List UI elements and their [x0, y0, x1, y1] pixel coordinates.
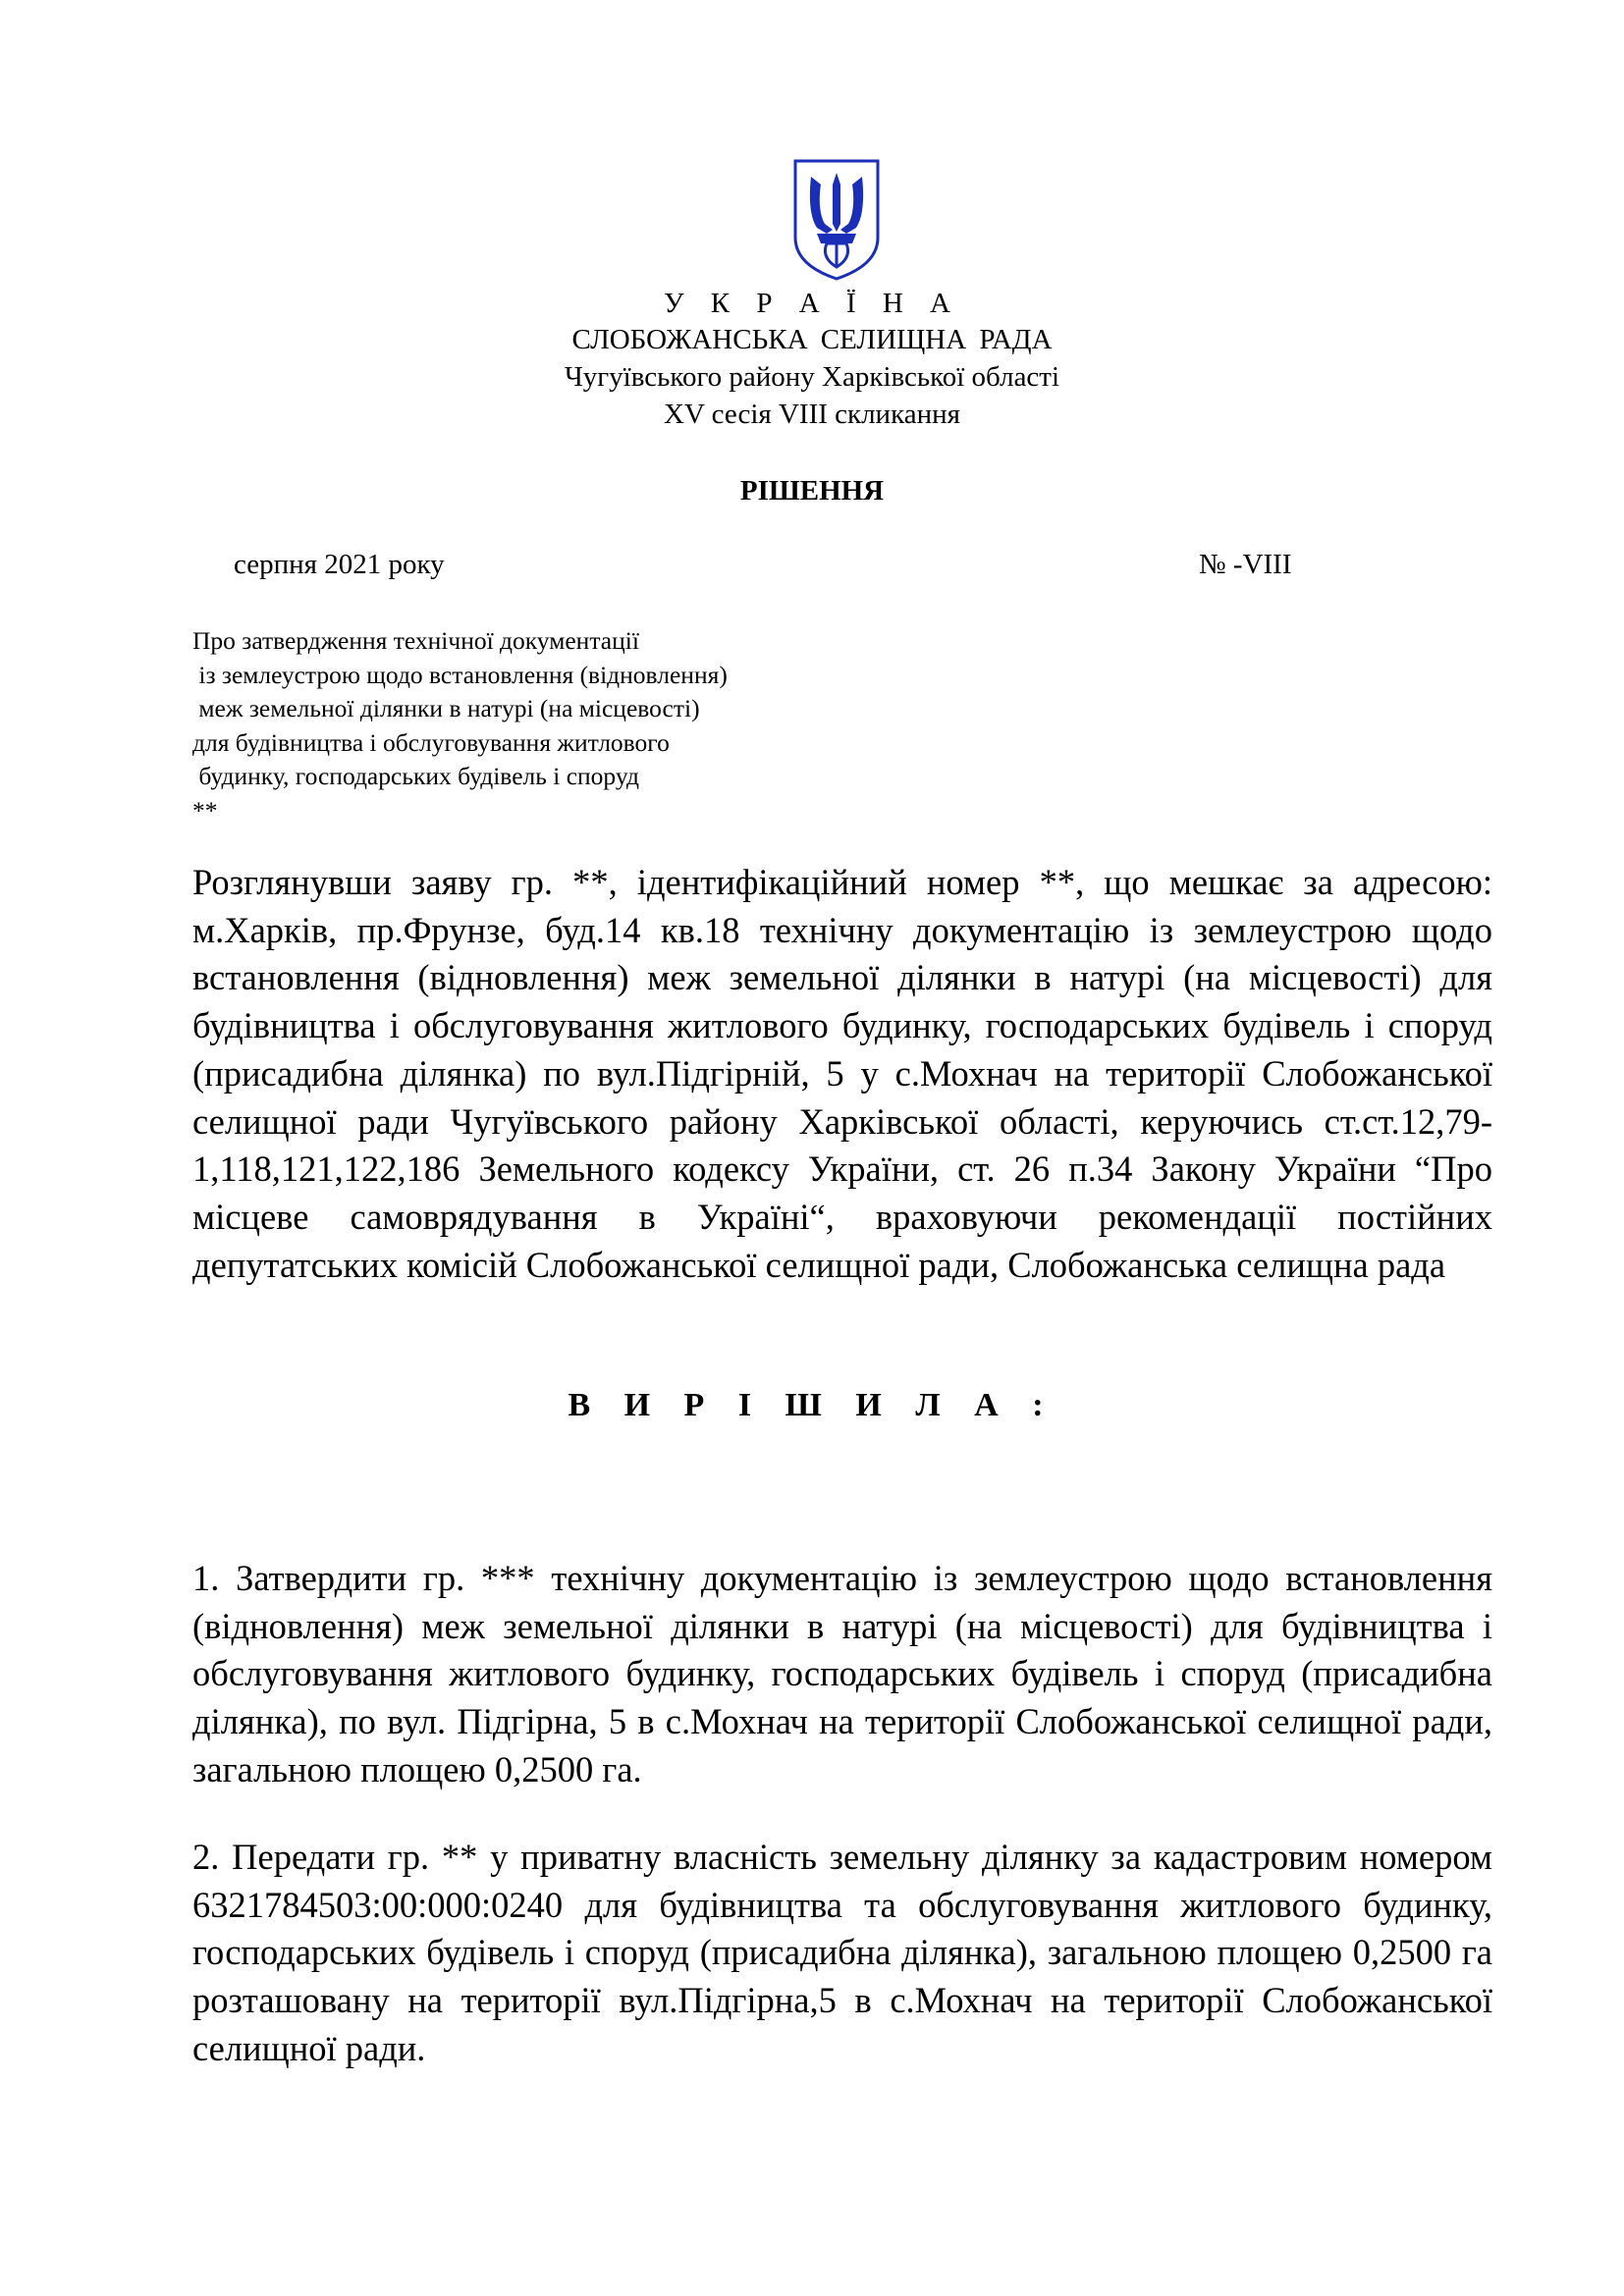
coat-of-arms-icon — [787, 155, 886, 283]
subject-line: будинку, господарських будівель і споруд — [192, 762, 639, 790]
council-name: СЛОБОЖАНСЬКА СЕЛИЩНА РАДА — [571, 324, 1053, 355]
decision-number: № -VIII — [1199, 549, 1292, 580]
subject-line: ** — [192, 795, 218, 825]
resolved-heading: В И Р І Ш И Л А : — [568, 1387, 1056, 1423]
decision-date: серпня 2021 року — [234, 549, 445, 580]
resolution-item-2: 2. Передати гр. ** у приватну власність земельну ділянку за кадастровим номером 6321784503:00:000:0240 для будівництва та обслуговування житлового будинку, господарських будівель і споруд (присадибна ділянка), загальною площею 0,2500 га розташовану на території вул.Підгірна,5 в с.Мохнач на території Слобожанської селищної ради. — [192, 1837, 1492, 2068]
session-name: XV сесія VIII скликання — [664, 399, 960, 430]
subject-line: меж земельної ділянки в натурі (на місцевості) — [192, 694, 700, 722]
resolution-item-1: 1. Затвердити гр. *** технічну документацію із землеустрою щодо встановлення (відновлення) меж земельної ділянки в натурі (на місцевості) для будівництва і обслуговування житлового будинку, господарських будівель і споруд (присадибна ділянка), по вул. Підгірна, 5 в с.Мохнач на території Слобожанської селищної ради, загальною площею 0,2500 га. — [192, 1558, 1492, 1789]
decision-subject — [192, 624, 939, 828]
document-title: РІШЕННЯ — [739, 475, 885, 507]
preamble-paragraph: Розглянувши заяву гр. **, ідентифікаційний номер **, що мешкає за адресою: м.Харків, пр.Фрунзе, буд.14 кв.18 технічну документацію із землеустрою щодо встановлення (відновлення) меж земельної ділянки в натурі (на місцевості) для будівництва і обслуговування житлового будинку, господарських будівель і споруд (присадибна ділянка) по вул.Підгірній, 5 у с.Мохнач на території Слобожанської селищної ради Чугуївського району Харківської області, керуючись ст.ст.12,79-1,118,121,122,186 Земельного кодексу України, ст. 26 п.34 Закону України “Про місцеве самоврядування в Україні“, враховуючи рекомендації постійних депутатських комісій Слобожанської селищної ради, Слобожанська селищна рада — [192, 862, 1492, 1285]
subject-line: із землеустрою щодо встановлення (відновлення) — [192, 660, 728, 689]
subject-line: Про затвердження технічної документації — [192, 626, 639, 655]
district-name: Чугуївського району Харківської області — [564, 361, 1060, 393]
country-name: У К Р А Ї Н А — [664, 288, 960, 319]
subject-line: для будівництва і обслуговування житлового — [192, 727, 670, 757]
